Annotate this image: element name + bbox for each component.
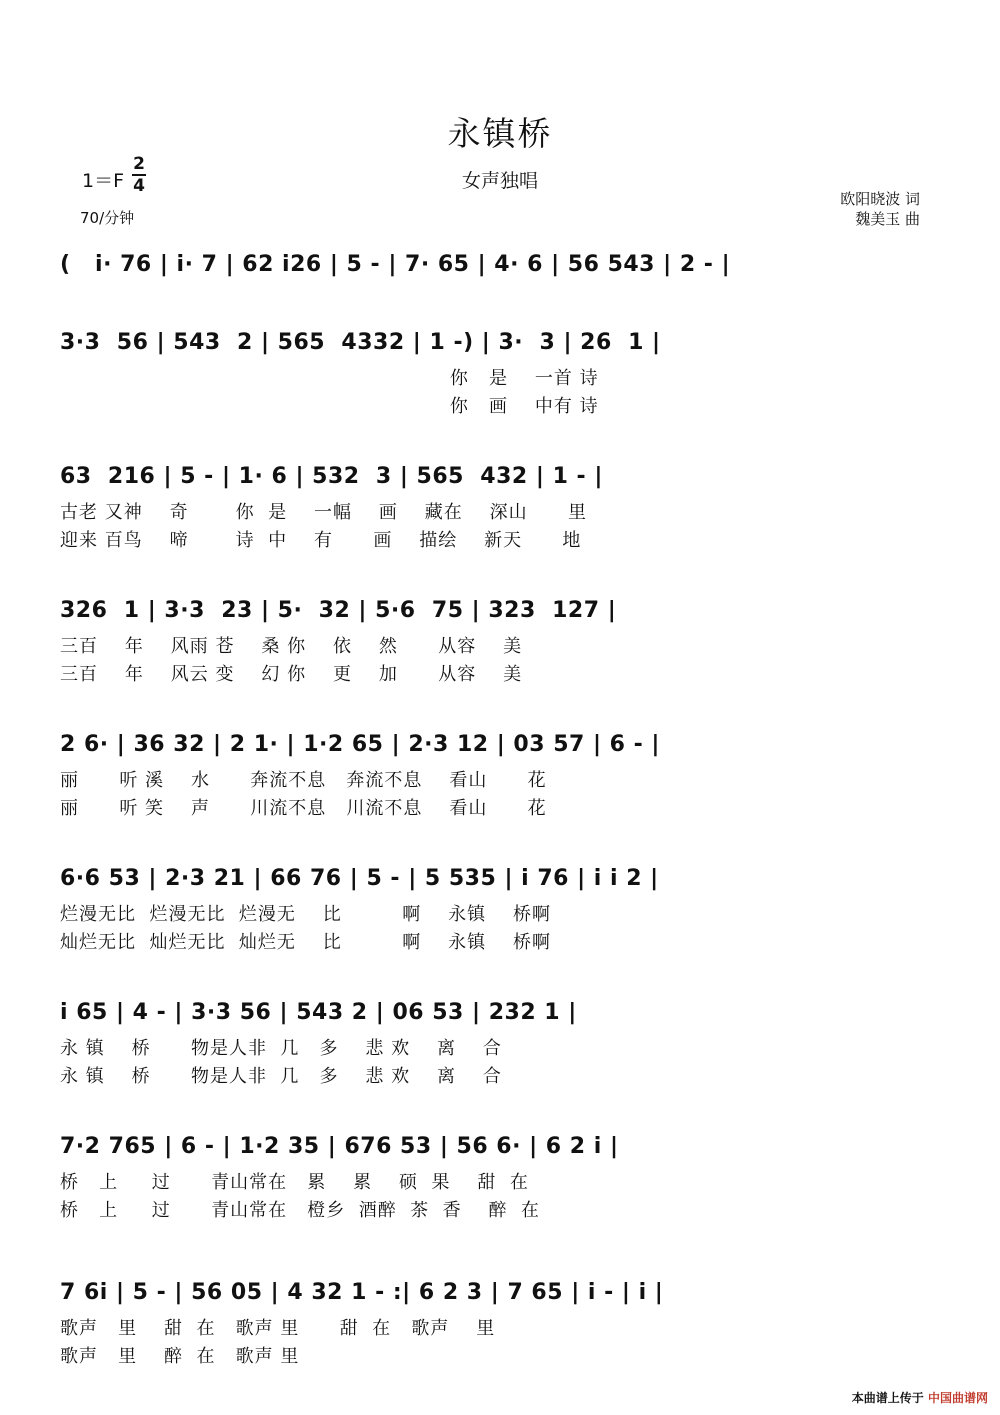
- footer-prefix: 本曲谱上传于: [851, 1391, 924, 1405]
- notation-line: 63 216 | 5 - | 1· 6 | 532 3 | 565 432 | 1 - |: [60, 464, 603, 489]
- notation-line: ( i· 76 | i· 7 | 62 i26 | 5 - | 7· 65 | 4· 6 | 56 543 | 2 - |: [60, 252, 731, 277]
- lyric-line-2: 永 镇 桥 物是人非 几 多 悲 欢 离 合: [60, 1066, 502, 1087]
- song-title: 永镇桥: [447, 114, 553, 153]
- time-signature-bottom: 4: [133, 175, 145, 196]
- notation-line: 6·6 53 | 2·3 21 | 66 76 | 5 - | 5 535 | i 76 | i i 2 |: [60, 866, 659, 891]
- time-signature: [132, 154, 146, 196]
- notation-line: 7 6i | 5 - | 56 05 | 4 32 1 - :| 6 2 3 | 7 65 | i - | i |: [60, 1280, 664, 1305]
- lyric-line-2: 三百 年 风云 变 幻 你 更 加 从容 美: [60, 664, 523, 685]
- key-signature: 1＝F: [82, 170, 125, 192]
- lyric-line-2: 灿烂无比 灿烂无比 灿烂无 比 啊 永镇 桥啊: [60, 932, 552, 953]
- lyric-line-1: 丽 听 溪 水 奔流不息 奔流不息 看山 花: [60, 770, 547, 791]
- notation-line: 326 1 | 3·3 23 | 5· 32 | 5·6 75 | 323 127 |: [60, 598, 617, 623]
- lyric-line-1: 桥 上 过 青山常在 累 累 硕 果 甜 在: [60, 1172, 529, 1193]
- lyric-line-2: 迎来 百鸟 啼 诗 中 有 画 描绘 新天 地: [60, 530, 582, 551]
- lyric-line-2: 丽 听 笑 声 川流不息 川流不息 看山 花: [60, 798, 547, 819]
- lyric-line-2: 你 画 中有 诗: [60, 396, 599, 417]
- notation-line: 7·2 765 | 6 - | 1·2 35 | 676 53 | 56 6· | 6 2 i |: [60, 1134, 619, 1159]
- footer-site-logo: 中国曲谱网: [927, 1391, 988, 1405]
- lyric-line-1: 歌声 里 甜 在 歌声 里 甜 在 歌声 里: [60, 1318, 496, 1339]
- lyric-line-1: 烂漫无比 烂漫无比 烂漫无 比 啊 永镇 桥啊: [60, 904, 552, 925]
- composer-credit: 魏美玉 曲: [855, 210, 920, 228]
- lyric-line-1: 三百 年 风雨 苍 桑 你 依 然 从容 美: [60, 636, 523, 657]
- song-subtitle: 女声独唱: [461, 170, 538, 192]
- upload-footer: [852, 1389, 988, 1406]
- notation-line: i 65 | 4 - | 3·3 56 | 543 2 | 06 53 | 232 1 |: [60, 1000, 577, 1025]
- lyric-line-1: 你 是 一首 诗: [60, 368, 599, 389]
- lyric-line-1: 古老 又神 奇 你 是 一幅 画 藏在 深山 里: [60, 502, 587, 523]
- lyric-line-2: 歌声 里 醉 在 歌声 里: [60, 1346, 300, 1367]
- lyric-line-2: 桥 上 过 青山常在 橙乡 酒醉 茶 香 醉 在: [60, 1200, 540, 1221]
- tempo-marking: 70/分钟: [80, 209, 135, 227]
- lyricist-credit: 欧阳晓波 词: [840, 190, 920, 208]
- time-signature-top: 2: [133, 154, 145, 174]
- lyric-line-1: 永 镇 桥 物是人非 几 多 悲 欢 离 合: [60, 1038, 502, 1059]
- notation-line: 3·3 56 | 543 2 | 565 4332 | 1 -) | 3· 3 | 26 1 |: [60, 330, 661, 355]
- notation-line: 2 6· | 36 32 | 2 1· | 1·2 65 | 2·3 12 | 03 57 | 6 - |: [60, 732, 660, 757]
